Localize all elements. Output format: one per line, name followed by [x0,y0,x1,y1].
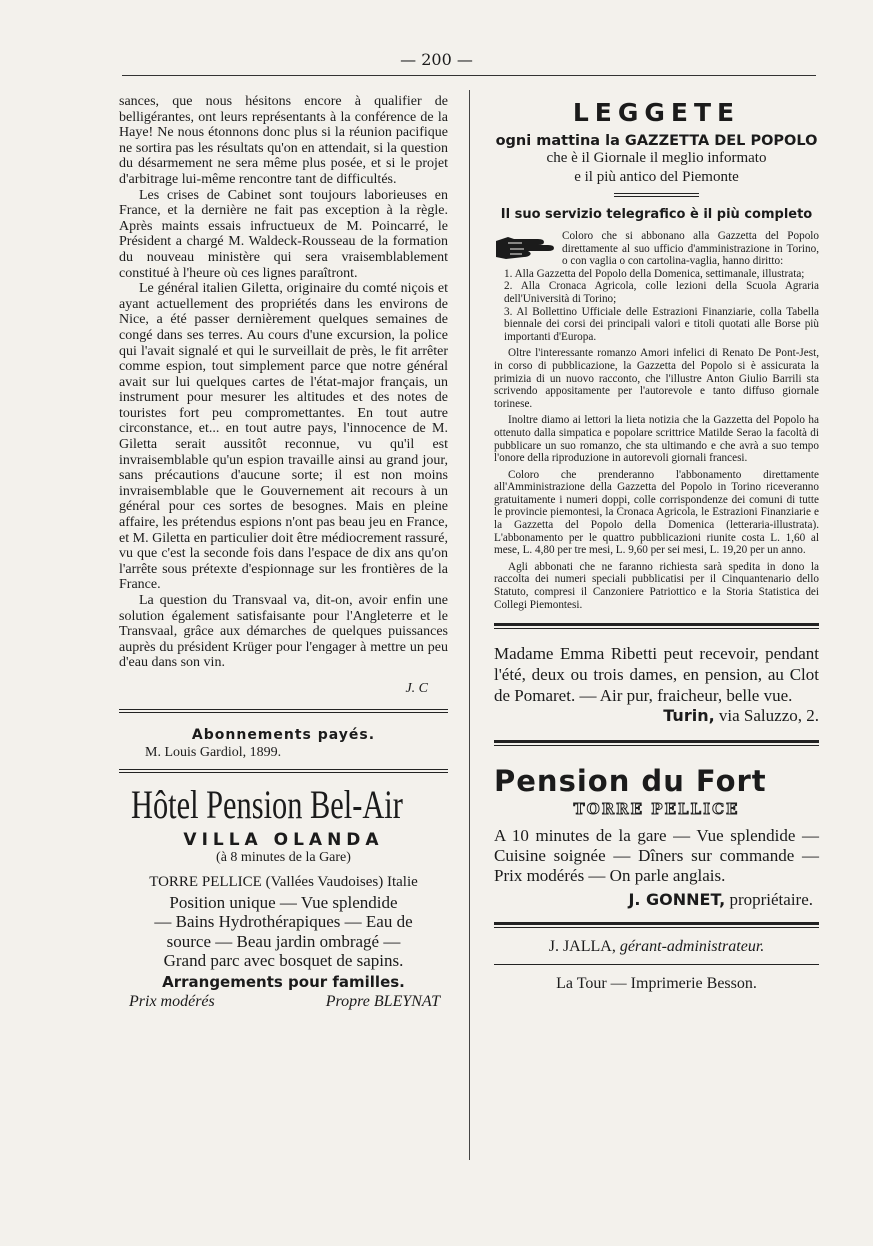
gift-paragraph: Agli abbonati che ne faranno richiesta sarà spedita in dono la raccolta dei numeri speciali pubblicatisi per il Cinquantenario dello Statuto, compresi il Canzoniere Patriottico e la Storia Statistica dei Collegi Piemontesi. [494,560,819,611]
section-rule [494,964,819,965]
intro-block [494,230,819,268]
top-rule [122,75,816,76]
hotel-distance: (à 8 minutes de la Gare) [216,849,351,865]
right-column [494,94,819,993]
article-signature: J. C [405,680,428,696]
manager-line [494,938,819,956]
section-rule [494,628,819,629]
owner-role: propriétaire. [729,890,813,910]
article-paragraph: sances, que nous hésitons encore à qualifier de belligérantes, ont leurs représentants à la conférence de la Haye! Ne nous étonnons donc plus si la réunion pacifique ne sortira pas les résultats qu'on en attendait, si la question du désarmement ne sera même plus posée, et si le projet d'arbitrage lui-même rencontre tant de difficultés. [119,94,448,187]
manager-name: J. JALLA, [548,938,616,956]
villa-name: VILLA OLANDA [183,829,384,850]
hotel-body-line: — Bains Hydrothérapiques — Eau de [154,912,413,932]
leggete-heading: LEGGETE [572,98,741,127]
page-number: — 200 — [400,50,473,69]
section-rule [494,740,819,743]
telegraph-line: Il suo servizio telegrafico è il più completo [500,207,813,222]
section-rule [494,623,819,626]
intro-text: Coloro che si abbonano alla Gazzetta del Popolo direttamente al suo ufficio d'amministrazione in Torino, o con vaglia o con cartolina-vaglia, hanno diritto: [562,230,819,268]
printer-line: La Tour — Imprimerie Besson. [556,975,757,993]
pointing-hand-icon [494,233,562,263]
hotel-footer [129,993,440,1011]
gazzetta-tagline: e il più antico del Piemonte [574,169,739,185]
serao-paragraph: Inoltre diamo ai lettori la lieta notizia che la Gazzetta del Popolo ha ottenuto dalla simpatica e popolare scrittrice Matilde Serao la facoltà di pubblicare un suo romanzo, che sta ultimando e che avrà a suo tempo l'onore della riproduzione in autorevoli giornali francesi. [494,414,819,465]
section-rule [494,927,819,928]
pension-fort-ad [494,764,819,910]
column-divider [469,90,470,1160]
emma-address [494,706,819,726]
hotel-body-line: source — Beau jardin ombragé — [166,931,401,951]
hotel-owner: Propre BLEYNAT [325,992,440,1010]
emma-street: via Saluzzo, 2. [718,706,819,726]
pension-fort-owner [494,890,813,910]
news-article [119,94,448,671]
gazzetta-line: ogni mattina la GAZZETTA DEL POPOLO [495,133,818,149]
emma-city: Turin, [663,706,715,726]
section-rule [119,769,448,773]
short-rule [614,193,699,197]
pension-fort-location: TORRE PELLICE [573,800,740,819]
section-rule [494,745,819,746]
owner-name: J. GONNET, [628,890,726,910]
hotel-arrangements: Arrangements pour familles. [162,972,405,991]
subscriptions-title: Abonnements payés. [191,726,376,743]
hotel-prices: Prix modérés [129,992,215,1010]
section-rule [494,922,819,925]
hotel-advertisement [119,781,448,1011]
benefit-item: 2. Alla Cronaca Agricola, colle lezioni della Scuola Agraria dell'Università di Torino; [504,280,819,305]
article-paragraph: Le général italien Giletta, originaire du comté niçois et ayant actuellement des propriétés dans les environs de Nice, a été passer dernièrement quelques semaines de congé dans ses terres. Au cours d'une excursion, la police qui l'avait signalé et qui le surveillait de près, le fit arrêter comme espion, tout simplement parce que notre général avait sur lui quelques cartes de l'état-major français, un instrument pour mesurer les altitudes et des notes de touristes fort peu compromettantes. En tout autre circonstance, et... en tout autre pays, l'innocence de M. Giletta serait aussitôt reconnue, vu qu'il est invraisemblable qu'un espion travaille ainsi au grand jour, sans précautions d'aucune sorte; il est non moins invraisemblable que le Gouvernement ait recours à un général pour ces sortes de besognes. Mais en pleine affaire, les prétendus espions n'ont pas beau jeu en France, et M. Giletta en particulier doit être médiocrement rassuré, vu que c'est la seconde fois dans l'espace de dix ans qu'on l'arrête sous prétexte d'espionnage sur les frontières de la France. [119,281,448,593]
subscription-paragraph: Coloro che prenderanno l'abbonamento direttamente all'Amministrazione della Gazzetta del Popolo in Torino riceveranno gratuitamente i numeri doppi, colle corrispondenze dei comuni di tutte le provincie piemontesi, la Cronaca Agricola, le Estrazioni Finanziarie e la Gazzetta del Popolo della Domenica (letteraria-illustrata). L'abbonamento per le quattro pubblicazioni riunite costa L. 1,60 al mese, L. 4,80 per tre mesi, L. 9,60 per sei mesi, L. 19,20 per un anno. [494,468,819,557]
pension-fort-body: A 10 minutes de la gare — Vue splendide — Cuisine soignée — Dîners sur commande — Prix modérés — On parle anglais. [494,826,819,886]
subscriptions-line: M. Louis Gardiol, 1899. [145,744,282,760]
left-column [119,94,448,1011]
gazzetta-tagline: che è il Giornale il meglio informato [546,150,767,166]
manager-role: gérant-administrateur. [619,938,765,956]
article-paragraph: La question du Transvaal va, dit-on, avoir enfin une solution également satisfaisante pour l'Angleterre et le Transvaal, grâce aux démarches de quelques puissances auprès du président Krüger pour l'engager à mettre un peu d'eau dans son vin. [119,593,448,671]
article-paragraph: Les crises de Cabinet sont toujours laborieuses en France, et la dernière ne fait pas exception à la règle. Après maints essais infructueux de M. Poincarré, le Président a chargé M. Waldeck-Rousseau de la formation du nouveau ministère qui sera vraisemblablement constitué à l'heure où ces lignes paraîtront. [119,187,448,281]
hotel-location: TORRE PELLICE (Vallées Vaudoises) Italie [149,873,418,890]
hotel-body-line: Position unique — Vue splendide [169,892,398,912]
pension-fort-title: Pension du Fort [494,764,767,799]
hotel-name: Hôtel Pension Bel-Air [131,781,403,827]
romanzo-paragraph: Oltre l'interessante romanzo Amori infelici di Renato De Pont-Jest, in corso di pubblicazione, la Gazzetta del Popolo si è assicurata la primizia di un nuovo racconto, che l'illustre Anton Giulio Barrili sta scrivendo appositamente per l'autorevole e tanto diffuso giornale torinese. [494,347,819,410]
emma-ribetti-ad: Madame Emma Ribetti peut recevoir, pendant l'été, deux ou trois dames, en pension, au Clot de Pomaret. — Air pur, fraicheur, belle vue. [494,644,819,706]
benefit-item: 3. Al Bollettino Ufficiale delle Estrazioni Finanziarie, colla Tabella biennale dei corsi dei principali valori e titoli quotati alle Borse più importanti d'Europa. [504,305,819,343]
section-rule [119,709,448,713]
hotel-body-line: Grand parc avec bosquet de sapins. [163,951,404,971]
benefit-item: 1. Alla Gazzetta del Popolo della Domenica, settimanale, illustrata; [504,267,805,280]
